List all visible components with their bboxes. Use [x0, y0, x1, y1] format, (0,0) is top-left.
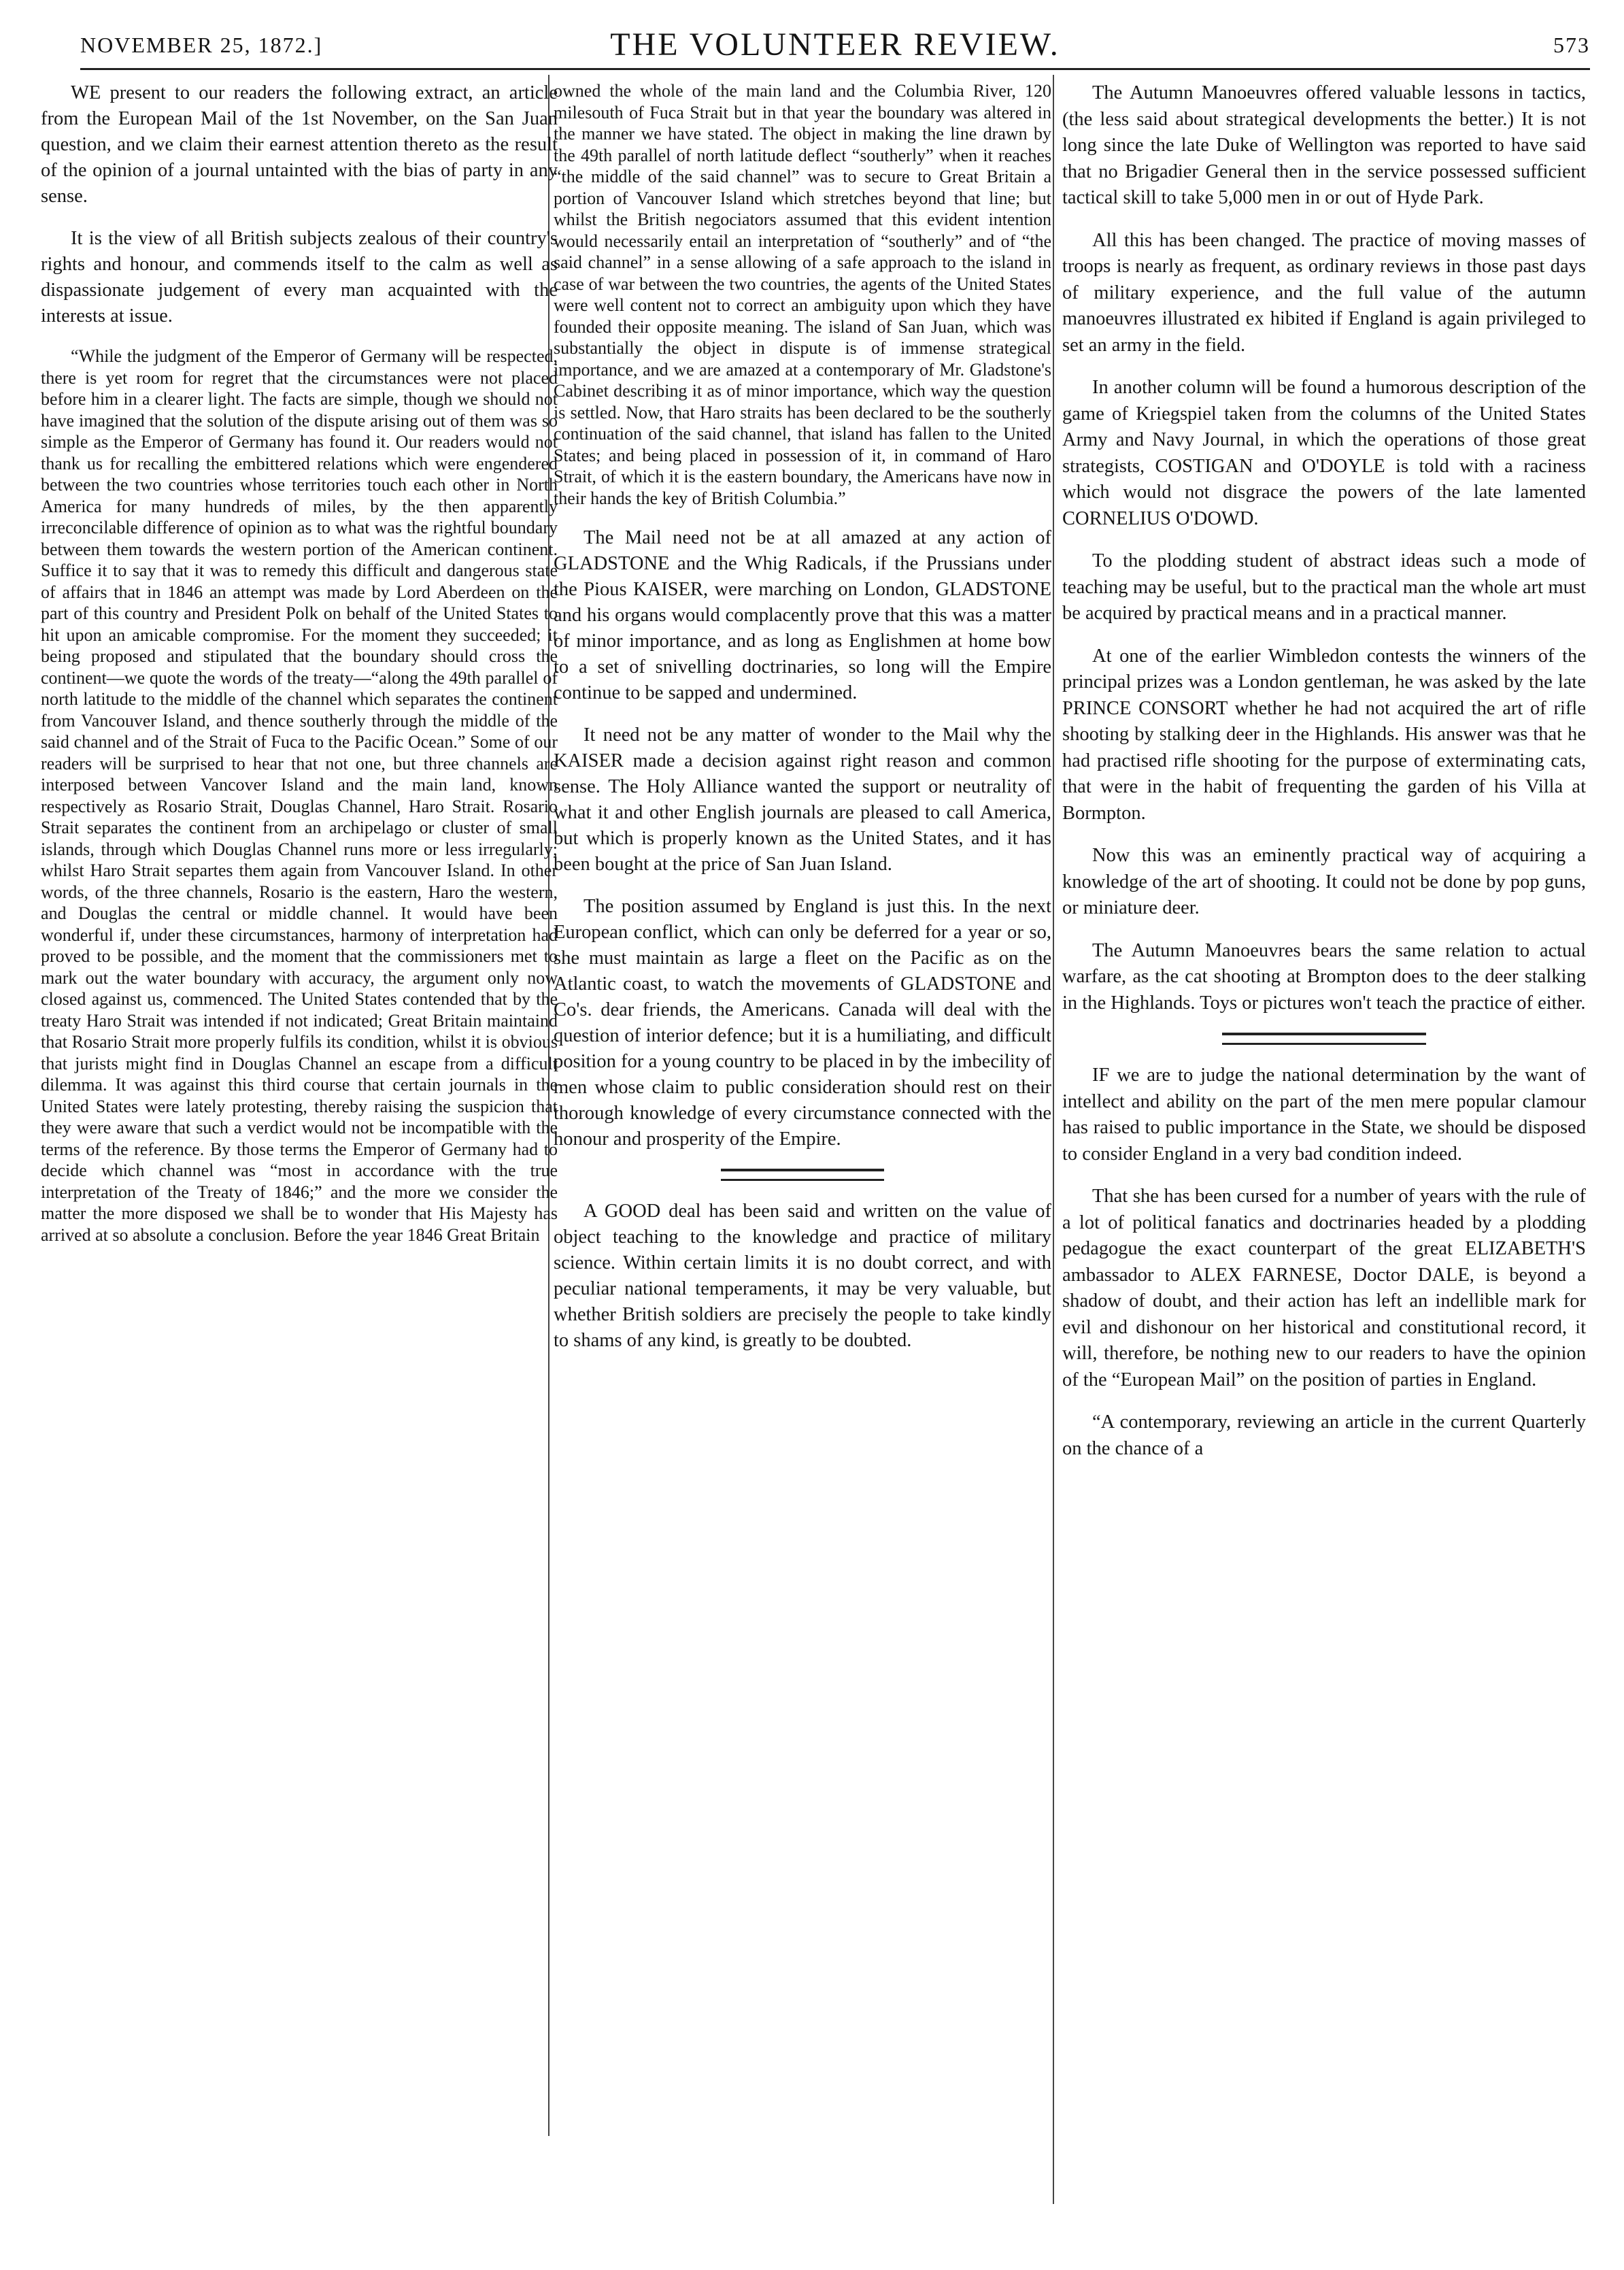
page-number: 573: [1553, 33, 1590, 57]
article-paragraph: Now this was an eminently practical way of acquiring a knowledge of the art of shooting. It could not be done by pop guns, or miniature deer.: [1062, 845, 1586, 918]
section-separator: [1222, 1033, 1426, 1045]
article-paragraph: It is the view of all British subjects zealous of their country's rights and honour, and commends itself to the calm as well as dispassionate judgement of every man acquainted with the interests at issue.: [41, 228, 558, 327]
issue-date: NOVEMBER 25, 1872.]: [80, 33, 323, 57]
article-paragraph: “A contemporary, reviewing an article in the current Quarterly on the chance of a: [1062, 1412, 1586, 1459]
article-paragraph: A GOOD deal has been said and written on the value of object teaching to the knowledge and practice of military science. Within certain limits it is no doubt correct, and with peculiar national temperaments, it may be very valuable, but whether British soldiers are precisely the people to take kindly to shams of any kind, is greatly to be doubted.: [554, 1201, 1051, 1351]
section-separator: [721, 1169, 884, 1181]
column-2: [554, 80, 1051, 1370]
article-paragraph: The Autumn Manoeuvres bears the same relation to actual warfare, as the cat shooting at Brompton does to the deer stalking in the Highlands. Toys or pictures won't teach the practice of either.: [1062, 939, 1586, 1014]
header-rule: [80, 68, 1590, 70]
article-paragraph: All this has been changed. The practice of moving masses of troops is nearly as frequent, as ordinary reviews in those past days of military experience, and the full value of the autumn manoeuvres illustrated ex hibited if England is again privileged to set an army in the field.: [1062, 229, 1586, 356]
column-divider: [1053, 75, 1054, 2204]
article-paragraph: IF we are to judge the national determination by the want of intellect and ability on the part of the men mere popular clamour has raised to public importance in the State, we should be disposed to consider England in a very bad condition indeed.: [1062, 1065, 1586, 1165]
article-paragraph: The Mail need not be at all amazed at any action of GLADSTONE and the Whig Radicals, if the Prussians under the Pious KAISER, were marching on London, GLADSTONE and his organs would complacently prove that this was a matter of minor importance, and as long as Englishmen at home bow to a set of snivelling doctrinaries, so long will the Empire continue to be sapped and undermined.: [554, 527, 1051, 703]
article-paragraph: That she has been cursed for a number of years with the rule of a lot of political fanatics and doctrinaries headed by a plodding pedagogue the exact counterpart of the great ELIZABETH'S ambassador to ALEX FARNESE, Doctor DALE, is beyond a shadow of doubt, and their action has left an indellible mark for evil and dishonour on her historical and constitutional record, it will, therefore, be nothing new to our readers to have the opinion of the “European Mail” on the position of parties in England.: [1062, 1186, 1586, 1390]
article-paragraph: In another column will be found a humorous description of the game of Kriegspiel taken from the columns of the United States Army and Navy Journal, in which the operations of those great strategists, COSTIGAN and O'DOYLE is told with a raciness which would not disgrace the powers of the late lamented CORNELIUS O'DOWD.: [1062, 377, 1586, 529]
quoted-paragraph: “While the judgment of the Emperor of Germany will be respected, there is yet room for regret that the circumstances were not placed before him in a clearer light. The facts are simple, though we should not have imagined that the solution of the dispute arising out of them was so simple as the Emperor of Germany has found it. Our readers would not thank us for recalling the embittered relations which were engendered between the two countries whose territories touch each other in North America for many hundreds of miles, by the then apparently irreconcilable difference of opinion as to what was the rightful boundary between them towards the western portion of the American continent. Suffice it to say that it was to remedy this difficult and dangerous state of affairs that in 1846 an attempt was made by Lord Aberdeen on the part of this country and President Polk on behalf of the United States to hit upon an amicable compromise. For the moment they succeeded; it being proposed and stipulated that the boundary should cross the continent—we quote the words of the treaty—“along the 49th parallel of north latitude to the middle of the channel which separates the continent from Vancouver Island, and thence southerly through the middle of the said channel and of the Strait of Fuca to the Pacific Ocean.” Some of our readers will be surprised to hear that not one, but three channels are interposed between Vancover Island and the main land, known respectively as Rosario Strait, Douglas Channel, Haro Strait. Rosario Strait separates the continent from an archipelago or cluster of small islands, through which Douglas Channel runs more or less irregularly; whilst Haro Strait separtes them again from Vancouver Island. In other words, of the three channels, Rosario is the eastern, Haro the western, and Douglas the central or middle channel. It would have been wonderful if, under these circumstances, harmony of interpretation had proved to be possible, and the moment that the commissioners met to mark out the water boundary with accuracy, the argument only now closed against us, commenced. The United States contended that by the treaty Haro Strait was intended if not indicated; Great Britain maintaind that Rosario Strait more properly fulfils its condition, whilst it is obvious that jurists might find in Douglas Channel an escape from a difficult dilemma. It was against this third course that certain journals in the United States were lately protesting, thereby raising the suspicion that they were aware that such a verdict would not be incompatible with the terms of the reference. By those terms the Emperor of Germany had to decide which channel was “most in accordance with the true interpretation of the Treaty of 1846;” and the more we consider the matter the more disposed we shall be to wonder that His Majesty has arrived at so absolute a conclusion. Before the year 1846 Great Britain: [41, 346, 558, 1245]
publication-title: THE VOLUNTEER REVIEW.: [610, 27, 1060, 63]
column-1: [41, 80, 558, 1262]
article-paragraph: It need not be any matter of wonder to the Mail why the KAISER made a decision against right reason and common sense. The Holy Alliance wanted the support or neutrality of what it and other English journals are pleased to call America, but which is properly known as the United States, and it has been bought at the price of San Juan Island.: [554, 724, 1051, 875]
article-paragraph: To the plodding student of abstract ideas such a mode of teaching may be useful, but to the practical man the whole art must be acquired by practical means and in a practical manner.: [1062, 550, 1586, 624]
article-paragraph: The position assumed by England is just this. In the next European conflict, which can only be deferred for a year or so, she must maintain as large a fleet on the Pacific as on the Atlantic coast, to watch the movements of GLADSTONE and Co's. dear friends, the Americans. Canada will deal with the question of interior defence; but it is a humiliating, and difficult position for a young country to be placed in by the imbecility of men whose claim to public consideration should rest on their thorough knowledge of every circumstance connected with the honour and prosperity of the Empire.: [554, 896, 1051, 1150]
column-3: [1062, 80, 1586, 1478]
article-paragraph: The Autumn Manoeuvres offered valuable lessons in tactics, (the less said about strategical developments the better.) It is not long since the late Duke of Wellington was reported to have said that no Brigadier General then in the service possessed sufficient tactical skill to take 5,000 men in or out of Hyde Park.: [1062, 82, 1586, 208]
page-header: [80, 24, 1590, 67]
quoted-paragraph: owned the whole of the main land and the Columbia River, 120 milesouth of Fuca Strait but in that year the boundary was altered in the manner we have stated. The object in making the line drawn by the 49th parallel of north latitude deflect “southerly” when it reaches “the middle of the said channel” was to secure to Great Britain a portion of Vancouver Island which stretches beyond that line; but whilst the British negociators assumed that this evident intention would necessarily entail an interpretation of “southerly” and of “the said channel” in a sense allowing of a safe approach to the island in case of war between the two countries, the agents of the United States were well content not to correct an ambiguity upon which they have founded their opposite meaning. The island of San Juan, which was substantially the object in dispute is of immense strategical importance, and we are amazed at a contemporary of Mr. Gladstone's Cabinet describing it as of minor importance, which way the question is settled. Now, that Haro straits has been declared to be the southerly continuation of the said channel, that island has fallen to the United States; and being placed in possession of it, in command of Haro Strait, of which it is the eastern boundary, the Americans have now in their hands the key of British Columbia.”: [554, 81, 1051, 508]
article-paragraph: WE present to our readers the following extract, an article from the European Mail of the 1st November, on the San Juan question, and we claim their earnest attention thereto as the result of the opinion of a journal untainted with the bias of party in any sense.: [41, 82, 558, 207]
article-paragraph: At one of the earlier Wimbledon contests the winners of the principal prizes was a London gentleman, he was asked by the late PRINCE CONSORT whether he had not acquired the art of rifle shooting by stalking deer in the Highlands. His answer was that he had practised rifle shooting for the purpose of exterminating cats, that were in the habit of frequenting the garden of his Villa at Bormpton.: [1062, 645, 1586, 824]
